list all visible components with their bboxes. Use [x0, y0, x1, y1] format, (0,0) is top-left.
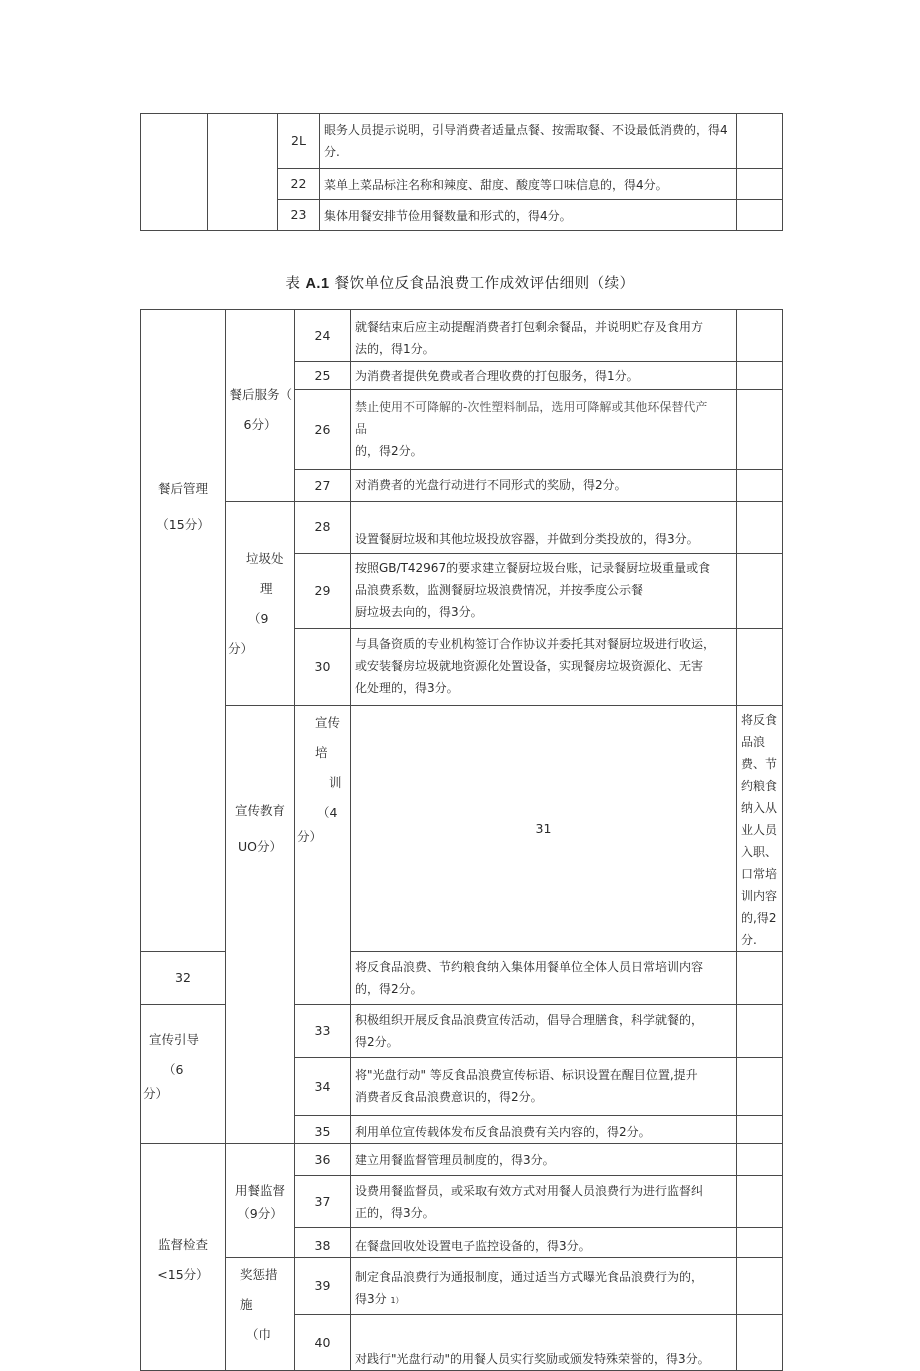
criteria-line: 与具备资质的专业机构签订合作协议并委托其对餐厨垃圾进行收运， [355, 637, 716, 651]
item-number: 33 [295, 1005, 351, 1058]
criteria-line: 的，得2分。 [355, 444, 423, 458]
score-cell [737, 114, 783, 169]
item-criteria [351, 390, 737, 470]
category-after-meal [141, 310, 226, 952]
subcategory-label: 垃圾处 [246, 551, 284, 566]
caption-title: 餐饮单位反食品浪费工作成效评估细则（续） [334, 276, 635, 292]
item-number: 31 [351, 706, 737, 952]
item-number: 25 [295, 362, 351, 390]
criteria-line: 在餐盘回收处设置电子监控设备的，得3分。 [355, 1239, 591, 1253]
caption-code: A.1 [305, 276, 330, 292]
score-cell [737, 1176, 783, 1228]
criteria-line: 积极组织开展反食品浪费宣传活动，倡导合理膳食，科学就餐的， [355, 1013, 704, 1027]
score-cell [737, 1144, 783, 1176]
score-cell [737, 1058, 783, 1116]
score-cell [737, 554, 783, 629]
subcategory-meal-supervision [226, 1144, 295, 1258]
criteria-line: 就餐结束后应主动提醒消费者打包剩余餐品，并说明贮存及食用方 [355, 320, 704, 334]
item-number: 36 [295, 1144, 351, 1176]
criteria-line: 将反食品浪费、节约粮食纳入从业人员入职、口常培训内容的,得2 [741, 713, 778, 925]
item-number: 39 [295, 1258, 351, 1315]
criteria-line: 设费用餐监督员，或采取有效方式对用餐人员浪费行为进行监督纠 [355, 1184, 704, 1198]
category-supervision-inspection [141, 1144, 226, 1371]
subcategory-points: 分） [228, 641, 254, 656]
item-number: 23 [278, 200, 320, 231]
item-number: 38 [295, 1228, 351, 1258]
item-criteria [351, 362, 737, 390]
item-criteria [351, 502, 737, 554]
criteria-line: 正的，得3分。 [355, 1206, 435, 1220]
criteria-line: 将"光盘行动" 等反食品浪费宣传标语、标识设置在醒目位置,提升 [355, 1068, 698, 1082]
criteria-line: 分. [741, 933, 757, 947]
item-number: 26 [295, 390, 351, 470]
criteria-line: 建立用餐监督管理员制度的，得3分。 [355, 1153, 555, 1167]
item-criteria [351, 629, 737, 706]
score-cell [737, 502, 783, 554]
item-criteria [351, 554, 737, 629]
subcategory-label: 训 [329, 775, 342, 790]
category-label: 监督检查 [157, 1237, 208, 1252]
subcategory-label: 宣传培 [315, 715, 341, 760]
score-cell [737, 629, 783, 706]
subcategory-rewards-penalties [226, 1258, 295, 1371]
subcategory-points: （6 [163, 1062, 184, 1077]
item-number: 27 [295, 470, 351, 502]
criteria-line: 禁止使用不可降解的-次性塑料制品，选用可降解或其他环保替代产 [355, 400, 708, 414]
score-cell [737, 362, 783, 390]
item-number: 2L [278, 114, 320, 169]
item-criteria: 菜单上菜品标注名称和辣度、甜度、酸度等口味信息的，得4分。 [320, 169, 737, 200]
criteria-line: 得2分。 [355, 1035, 399, 1049]
score-cell [737, 1315, 783, 1371]
subcategory-label: 理 [260, 581, 273, 596]
criteria-line: 设置餐厨垃圾和其他垃圾投放容器，并做到分类投放的，得3分。 [355, 532, 699, 546]
item-criteria [737, 706, 783, 952]
caption-prefix: 表 [285, 276, 301, 292]
subcategory-points: （4 [317, 805, 338, 820]
item-number: 32 [141, 952, 226, 1005]
subcategory-points: （9 [248, 611, 269, 626]
score-cell [737, 200, 783, 231]
criteria-line [355, 1288, 732, 1312]
item-criteria: 眼务人员提示说明，引导消费者适量点餐、按需取餐、不设最低消费的，得4分. [320, 114, 737, 169]
category-points: <15分） [157, 1267, 209, 1282]
item-criteria [351, 470, 737, 502]
category-points: UO分） [238, 839, 282, 854]
subcategory-points: 分） [143, 1086, 169, 1101]
item-number: 37 [295, 1176, 351, 1228]
criteria-line: 消费者反食品浪费意识的，得2分。 [355, 1090, 543, 1104]
subcategory-points: 6分） [243, 417, 277, 432]
score-cell [737, 470, 783, 502]
score-cell [737, 1258, 783, 1315]
item-number: 34 [295, 1058, 351, 1116]
item-criteria [351, 1116, 737, 1144]
table-caption [0, 272, 920, 293]
criteria-line: 厨垃圾去向的，得3分。 [355, 605, 483, 619]
item-criteria [351, 952, 737, 1005]
item-number: 40 [295, 1315, 351, 1371]
category-label: 宣传教育 [234, 803, 285, 818]
criteria-line: 对践行"光盘行动"的用餐人员实行奖励或颁发特殊荣誉的，得3分。 [355, 1352, 710, 1366]
item-criteria: 集体用餐安排节俭用餐数量和形式的，得4分。 [320, 200, 737, 231]
subcategory-waste-disposal [226, 502, 295, 706]
item-number: 35 [295, 1116, 351, 1144]
item-criteria [351, 1058, 737, 1116]
criteria-line: 为消费者提供免费或者合理收费的打包服务，得1分。 [355, 369, 639, 383]
footnote-marker: 1） [390, 1296, 404, 1305]
score-cell [737, 1228, 783, 1258]
score-cell [737, 952, 783, 1005]
subcategory-training [295, 706, 351, 1005]
item-criteria [351, 1228, 737, 1258]
criteria-text: 得3分 [355, 1292, 387, 1306]
criteria-line: 利用单位宣传载体发布反食品浪费有关内容的，得2分。 [355, 1125, 651, 1139]
criteria-line: 或安装餐房垃圾就地资源化处置设备，实现餐房垃圾资源化、无害 [355, 659, 704, 673]
subcategory-label: 奖惩措 [240, 1267, 278, 1282]
criteria-line: 品 [355, 422, 368, 436]
score-cell [737, 1005, 783, 1058]
criteria-line: 对消费者的光盘行动进行不同形式的奖励，得2分。 [355, 478, 627, 492]
category-label: 餐后管理 [157, 481, 208, 496]
item-number: 24 [295, 310, 351, 362]
item-criteria [351, 1176, 737, 1228]
item-number: 28 [295, 502, 351, 554]
item-number: 29 [295, 554, 351, 629]
subcategory-points: 分） [297, 829, 323, 844]
item-criteria [351, 1315, 737, 1371]
item-number: 22 [278, 169, 320, 200]
subcategory-label: 施 [240, 1297, 253, 1312]
category-cell [141, 114, 208, 231]
criteria-line: 化处理的，得3分。 [355, 681, 459, 695]
score-cell [737, 169, 783, 200]
subcategory-label: 餐后服务（ [229, 387, 292, 402]
category-publicity-education [226, 706, 295, 1144]
category-points: （15分） [156, 517, 210, 532]
score-cell [737, 310, 783, 362]
item-criteria [351, 1005, 737, 1058]
item-criteria [351, 1144, 737, 1176]
subcategory-label: 宣传引导 [149, 1032, 200, 1047]
subcategory-after-meal-service [226, 310, 295, 502]
criteria-line: 按照GB/T42967的要求建立餐厨垃圾台账，记录餐厨垃圾重量或食 [355, 561, 711, 575]
subcategory-label: 用餐监督 [234, 1183, 285, 1198]
item-criteria [351, 1258, 737, 1315]
subcategory-cell [208, 114, 278, 231]
criteria-line: 的，得2分。 [355, 982, 423, 996]
item-number: 30 [295, 629, 351, 706]
score-cell [737, 390, 783, 470]
criteria-line: 制定食品浪费行为通报制度，通过适当方式曝光食品浪费行为的， [355, 1270, 704, 1284]
criteria-line: 法的，得1分。 [355, 342, 435, 356]
subcategory-publicity-guidance [141, 1005, 226, 1144]
criteria-line: 品浪费系数，监测餐厨垃圾浪费情况，并按季度公示餐 [355, 583, 644, 597]
subcategory-points: （巾 [246, 1327, 272, 1342]
criteria-line: 将反食品浪费、节约粮食纳入集体用餐单位全体人员日常培训内容 [355, 960, 704, 974]
evaluation-table [140, 309, 783, 1371]
score-cell [737, 1116, 783, 1144]
continuation-table [140, 113, 783, 231]
item-criteria [351, 310, 737, 362]
subcategory-points: （9分） [237, 1206, 283, 1221]
